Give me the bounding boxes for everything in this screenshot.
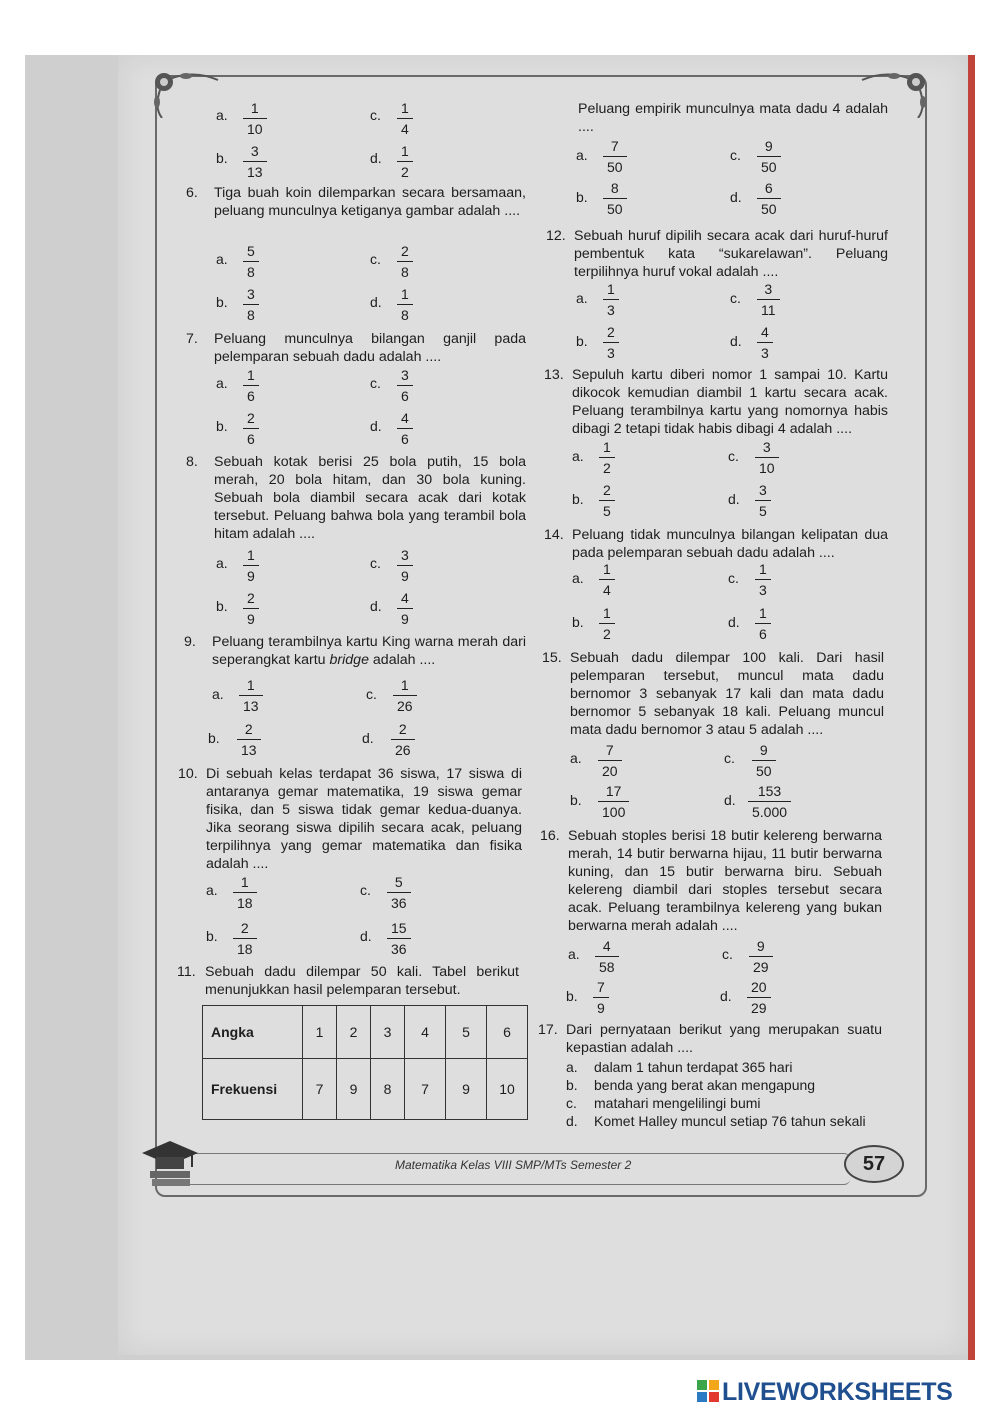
question-text: Peluang empirik munculnya mata dadu 4 adalah .... — [578, 101, 888, 135]
question-text: Sebuah kotak berisi 25 bola putih, 15 bola merah, 20 bola hitam, dan 30 bola kuning. Sebuah bola diambil secara acak dari kotak tersebut. Peluang bahwa bola yang terambil bola hitam adalah .... — [214, 454, 526, 542]
table-cell: 5 — [446, 1006, 487, 1059]
option-fraction: $\frac{8}{50}$ — [603, 180, 627, 217]
option-fraction: $\frac{5}{36}$ — [387, 874, 411, 911]
question-number: 11. — [177, 964, 196, 980]
option-fraction: $\frac{5}{8}$ — [243, 243, 259, 280]
question-text: Peluang munculnya bilangan ganjil pada pelemparan sebuah dadu adalah .... — [214, 331, 526, 365]
option-letter: a. — [576, 147, 588, 163]
question-12 — [546, 227, 888, 281]
question-9 — [184, 633, 526, 669]
option-letter: d. — [362, 730, 374, 746]
table-cell: 1 — [303, 1006, 337, 1059]
question-number: 7. — [186, 331, 198, 347]
table-header-cell: Frekuensi — [203, 1059, 303, 1120]
table-header-cell: Angka — [203, 1006, 303, 1059]
option-fraction: $\frac{1}{26}$ — [393, 677, 417, 714]
option-fraction: $\frac{9}{50}$ — [757, 138, 781, 175]
option-letter: b. — [208, 730, 220, 746]
question-11-continued — [578, 100, 888, 136]
option-letter: a. — [206, 882, 218, 898]
question-text: Peluang tidak munculnya bilangan kelipatan dua pada pelemparan sebuah dadu adalah .... — [572, 527, 888, 561]
option-letter: d. — [370, 418, 382, 434]
liveworksheets-logo-icon — [697, 1380, 719, 1402]
option-letter: c. — [728, 570, 739, 586]
option-fraction: $\frac{1}{2}$ — [599, 605, 615, 642]
option-letter: b. — [572, 614, 584, 630]
option-letter: b. — [206, 928, 218, 944]
option-fraction: $\frac{2}{26}$ — [391, 721, 415, 758]
option-letter: b. — [576, 333, 588, 349]
option-fraction: $\frac{3}{10}$ — [755, 439, 779, 476]
option-fraction: $\frac{3}{8}$ — [243, 286, 259, 323]
option-fraction: $\frac{3}{9}$ — [397, 547, 413, 584]
option-fraction: $\frac{2}{13}$ — [237, 721, 261, 758]
option-letter: b. — [216, 418, 228, 434]
option-letter: d. — [370, 598, 382, 614]
graduation-cap-icon — [140, 1135, 200, 1190]
question-8 — [186, 453, 526, 543]
option-fraction: $\frac{3}{13}$ — [243, 143, 267, 180]
question-16 — [540, 827, 882, 935]
option-letter: d. — [728, 614, 740, 630]
option-fraction: $\frac{3}{11}$ — [757, 281, 780, 318]
option-fraction: $\frac{7}{20}$ — [598, 742, 622, 779]
option-fraction: $\frac{2}{18}$ — [233, 920, 257, 957]
option-letter: b. — [216, 294, 228, 310]
question-text: Di sebuah kelas terdapat 36 siswa, 17 siswa di antaranya gemar matematika, 19 siswa gemar fisika, dan 5 siswa tidak gemar kedua-duanya. Jika seorang siswa dipilih secara acak, peluang terpilihnya yang gemar matematika dan fisika adalah .... — [206, 766, 522, 872]
question-text: Sepuluh kartu diberi nomor 1 sampai 10. Kartu dikocok kemudian diambil 1 kartu secara acak. Peluang terambilnya kartu yang nomornya habis dibagi 2 tetapi tidak habis dibagi 4 adalah .... — [572, 367, 888, 437]
question-7 — [186, 330, 526, 366]
option-letter: a. — [212, 686, 224, 702]
question-number: 6. — [186, 185, 198, 201]
option-fraction: $\frac{1}{2}$ — [397, 143, 413, 180]
question-6 — [186, 184, 526, 220]
option-fraction: $\frac{1}{4}$ — [397, 100, 413, 137]
option-fraction: $\frac{1}{8}$ — [397, 286, 413, 323]
question-text: Dari pernyataan berikut yang merupakan suatu kepastian adalah .... — [566, 1022, 882, 1056]
question-number: 12. — [546, 228, 566, 244]
option-letter: d. — [724, 792, 736, 808]
question-number: 8. — [186, 454, 198, 470]
option-fraction: $\frac{4}{6}$ — [397, 410, 413, 447]
option-letter: d. — [370, 150, 382, 166]
liveworksheets-brand: LIVEWORKSHEETS — [722, 1378, 953, 1406]
list-item: a. dalam 1 tahun terdapat 365 hari — [566, 1059, 793, 1075]
option-letter: c. — [724, 750, 735, 766]
option-letter: a. — [576, 290, 588, 306]
option-fraction: $\frac{1}{9}$ — [243, 547, 259, 584]
option-letter: d. — [730, 189, 742, 205]
question-11 — [177, 963, 519, 999]
question-text: Tiga buah koin dilemparkan secara bersamaan, peluang munculnya ketiganya gambar adalah .... — [214, 185, 526, 219]
option-letter: b. — [566, 988, 578, 1004]
option-letter: a. — [572, 570, 584, 586]
table-cell: 4 — [405, 1006, 446, 1059]
option-letter: a. — [216, 107, 228, 123]
option-letter: d. — [370, 294, 382, 310]
option-letter: d. — [730, 333, 742, 349]
table-cell: 8 — [371, 1059, 405, 1120]
option-letter: c. — [360, 882, 371, 898]
option-letter: a. — [572, 448, 584, 464]
question-text: Sebuah huruf dipilih secara acak dari huruf-huruf pembentuk kata “sukarelawan”. Peluang terpilihnya huruf vokal adalah .... — [574, 228, 888, 280]
dice-frequency-table — [202, 1005, 528, 1120]
option-letter: a. — [570, 750, 582, 766]
table-row — [203, 1006, 528, 1059]
option-letter: b. — [572, 491, 584, 507]
question-number: 9. — [184, 634, 196, 650]
option-letter: d. — [728, 491, 740, 507]
option-fraction: $\frac{9}{50}$ — [752, 742, 776, 779]
question-number: 16. — [540, 828, 560, 844]
table-cell: 7 — [303, 1059, 337, 1120]
option-fraction: $\frac{3}{5}$ — [755, 482, 771, 519]
option-letter: c. — [730, 290, 741, 306]
question-number: 17. — [538, 1022, 558, 1038]
list-item: d. Komet Halley muncul setiap 76 tahun sekali — [566, 1113, 866, 1129]
option-fraction: $\frac{1}{6}$ — [243, 367, 259, 404]
option-letter: a. — [568, 946, 580, 962]
option-letter: c. — [730, 147, 741, 163]
table-row — [203, 1059, 528, 1120]
option-fraction: $\frac{6}{50}$ — [757, 180, 781, 217]
option-fraction: $\frac{153}{5.000}$ — [748, 783, 791, 820]
option-fraction: $\frac{2}{9}$ — [243, 590, 259, 627]
book-cover-edge — [968, 55, 975, 1360]
option-letter: b. — [216, 150, 228, 166]
question-number: 13. — [544, 367, 564, 383]
option-fraction: $\frac{4}{58}$ — [595, 938, 619, 975]
option-fraction: $\frac{1}{18}$ — [233, 874, 257, 911]
book-title-footer: Matematika Kelas VIII SMP/MTs Semester 2 — [395, 1158, 632, 1172]
option-fraction: $\frac{15}{36}$ — [387, 920, 411, 957]
question-text: Sebuah dadu dilempar 50 kali. Tabel berikut menunjukkan hasil pelemparan tersebut. — [205, 964, 519, 998]
option-fraction: $\frac{9}{29}$ — [749, 938, 773, 975]
option-fraction: $\frac{2}{8}$ — [397, 243, 413, 280]
flower-corner-ornament-left — [150, 68, 220, 118]
option-letter: c. — [722, 946, 733, 962]
option-letter: c. — [370, 251, 381, 267]
option-fraction: $\frac{1}{10}$ — [243, 100, 267, 137]
option-fraction: $\frac{1}{4}$ — [599, 561, 615, 598]
option-letter: a. — [216, 251, 228, 267]
option-fraction: $\frac{2}{3}$ — [603, 324, 619, 361]
option-letter: d. — [720, 988, 732, 1004]
option-list — [566, 1058, 866, 1130]
option-letter: c. — [728, 448, 739, 464]
list-item: c. matahari mengelilingi bumi — [566, 1095, 761, 1111]
option-fraction: $\frac{20}{29}$ — [747, 979, 771, 1016]
option-letter: a. — [216, 555, 228, 571]
option-fraction: $\frac{1}{6}$ — [755, 605, 771, 642]
table-cell: 9 — [446, 1059, 487, 1120]
option-letter: c. — [366, 686, 377, 702]
option-fraction: $\frac{1}{3}$ — [603, 281, 619, 318]
option-fraction: $\frac{1}{2}$ — [599, 439, 615, 476]
option-fraction: $\frac{3}{6}$ — [397, 367, 413, 404]
option-letter: c. — [370, 375, 381, 391]
question-number: 15. — [542, 650, 562, 666]
option-letter: a. — [216, 375, 228, 391]
question-17 — [538, 1021, 882, 1057]
question-15 — [542, 649, 884, 739]
option-fraction: $\frac{1}{3}$ — [755, 561, 771, 598]
page-number: 57 — [844, 1145, 904, 1183]
question-number: 14. — [544, 527, 564, 543]
question-text: Sebuah stoples berisi 18 butir kelereng berwarna merah, 14 butir berwarna hijau, 11 butir berwarna kuning, dan 15 butir berwarna biru. Sebuah kelereng diambil dari stoples tersebut secara acak. Peluang terambilnya kelereng yang bukan berwarna merah adalah .... — [568, 828, 882, 934]
table-cell: 2 — [337, 1006, 371, 1059]
question-text: Peluang terambilnya kartu King warna merah dari seperangkat kartu bridge adalah .... — [212, 634, 526, 668]
option-fraction: $\frac{4}{9}$ — [397, 590, 413, 627]
option-fraction: $\frac{7}{9}$ — [593, 979, 609, 1016]
question-13 — [544, 366, 888, 438]
option-letter: d. — [360, 928, 372, 944]
question-number: 10. — [178, 766, 198, 782]
table-cell: 10 — [487, 1059, 528, 1120]
option-letter: b. — [216, 598, 228, 614]
option-letter: c. — [370, 555, 381, 571]
option-fraction: $\frac{7}{50}$ — [603, 138, 627, 175]
option-letter: b. — [570, 792, 582, 808]
option-letter: c. — [370, 107, 381, 123]
question-text: Sebuah dadu dilempar 100 kali. Dari hasil pelemparan tersebut, muncul mata dadu bernomor 3 sebanyak 17 kali dan mata dadu bernomor 5 sebanyak 18 kali. Peluang muncul mata dadu bernomor 3 atau 5 adalah .... — [570, 650, 884, 738]
table-cell: 3 — [371, 1006, 405, 1059]
option-fraction: $\frac{1}{13}$ — [239, 677, 263, 714]
option-fraction: $\frac{2}{5}$ — [599, 482, 615, 519]
question-14 — [544, 526, 888, 562]
option-fraction: $\frac{17}{100}$ — [598, 783, 629, 820]
question-10 — [178, 765, 522, 873]
option-fraction: $\frac{4}{3}$ — [757, 324, 773, 361]
option-fraction: $\frac{2}{6}$ — [243, 410, 259, 447]
table-cell: 9 — [337, 1059, 371, 1120]
option-letter: b. — [576, 189, 588, 205]
list-item: b. benda yang berat akan mengapung — [566, 1077, 816, 1093]
table-cell: 6 — [487, 1006, 528, 1059]
table-cell: 7 — [405, 1059, 446, 1120]
